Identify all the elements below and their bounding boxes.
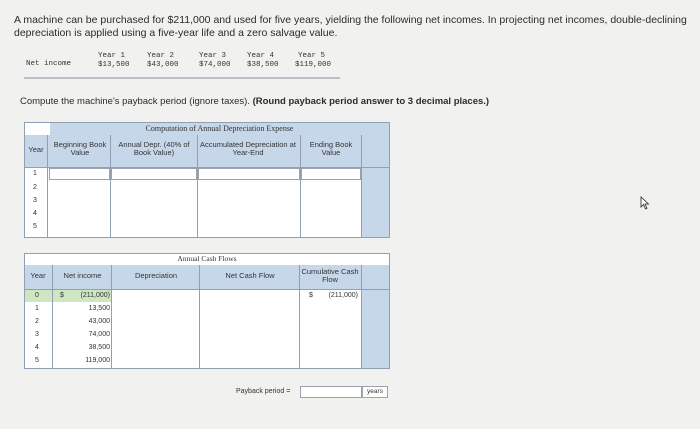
depreciation-table-title: Computation of Annual Depreciation Expense (50, 123, 389, 135)
cf-grid-h0 (25, 289, 389, 290)
dep-year-1: 1 (33, 170, 37, 177)
year-3-value: $74,000 (199, 61, 231, 69)
cf-header-net-income: Net income (55, 272, 110, 280)
cf-net-income-0: (211,000) (80, 292, 110, 299)
cf-year-4: 4 (35, 344, 39, 351)
cf-net-income-1: 13,500 (88, 305, 110, 312)
cf-header-net-cash-flow: Net Cash Flow (202, 272, 298, 280)
dep-header-year: Year (25, 146, 47, 154)
cf-year-2: 2 (35, 318, 39, 325)
instruction-text: Compute the machine's payback period (ignore taxes). (20, 96, 250, 107)
cf-right-column (362, 289, 389, 368)
dep-accumulated-input-1[interactable] (198, 168, 300, 180)
dep-ending-input-1[interactable] (301, 168, 361, 180)
dep-year-2: 2 (33, 184, 37, 191)
cf-net-income-2: 43,000 (88, 318, 110, 325)
cf-year-5: 5 (35, 357, 39, 364)
cf-year-0: 0 (35, 292, 39, 299)
year-5-value: $119,000 (295, 61, 332, 69)
cf-cumulative-dollar: $ (309, 292, 313, 299)
dep-year-4: 4 (33, 210, 37, 217)
cf-header-depreciation: Depreciation (114, 272, 198, 280)
year-2-header: Year 2 (147, 52, 175, 60)
year-4-value: $38,500 (247, 61, 279, 69)
mouse-cursor-icon (640, 196, 650, 210)
dep-header-ending: Ending Book Value (302, 141, 360, 157)
dep-header-beginning: Beginning Book Value (53, 140, 107, 157)
cf-input-area[interactable] (112, 302, 361, 368)
dep-grid-v5 (361, 135, 362, 237)
cash-flow-title: Annual Cash Flows (25, 254, 389, 264)
payback-unit: years (362, 386, 388, 398)
year-3-header: Year 3 (199, 52, 227, 60)
year-2-value: $43,000 (147, 61, 179, 69)
dep-annual-input-1[interactable] (111, 168, 197, 180)
dep-right-column (362, 167, 389, 237)
cf-net-income-3: 74,000 (88, 331, 110, 338)
year-5-header: Year 5 (298, 52, 326, 60)
dep-input-area[interactable] (48, 181, 361, 237)
cf-header-cumulative: Cumulative Cash Flow (301, 267, 359, 284)
cf-grid-v5 (361, 265, 362, 368)
cf-year-3: 3 (35, 331, 39, 338)
cf-net-income-dollar: $ (60, 292, 64, 299)
payback-label: Payback period = (236, 388, 291, 395)
year-4-header: Year 4 (247, 52, 275, 60)
year-1-header: Year 1 (98, 52, 126, 60)
net-income-label: Net income (26, 60, 72, 68)
dep-beginning-input-1[interactable] (49, 168, 110, 180)
cf-cumulative-0: (211,000) (328, 292, 358, 299)
cf-net-income-4: 38,500 (88, 344, 110, 351)
dep-header-annual: Annual Depr. (40% of Book Value) (112, 141, 196, 157)
instruction-rounding-note: (Round payback period answer to 3 decimal places.) (252, 96, 490, 107)
cf-net-income-5: 119,000 (85, 357, 110, 364)
dep-year-3: 3 (33, 197, 37, 204)
income-table-divider (24, 77, 340, 79)
instruction (20, 96, 489, 107)
cf-grid-v1 (52, 265, 53, 368)
problem-statement: A machine can be purchased for $211,000 and used for five years, yielding the following net incomes. In projecting net incomes, double-declining depreciation is applied using a five-year life and a zero salvage value. (14, 14, 687, 39)
year-1-value: $13,500 (98, 61, 130, 69)
dep-year-5: 5 (33, 223, 37, 230)
dep-header-accumulated: Accumulated Depreciation at Year-End (198, 141, 298, 157)
payback-input[interactable] (300, 386, 362, 398)
cf-header-year: Year (25, 272, 51, 280)
cf-year-1: 1 (35, 305, 39, 312)
